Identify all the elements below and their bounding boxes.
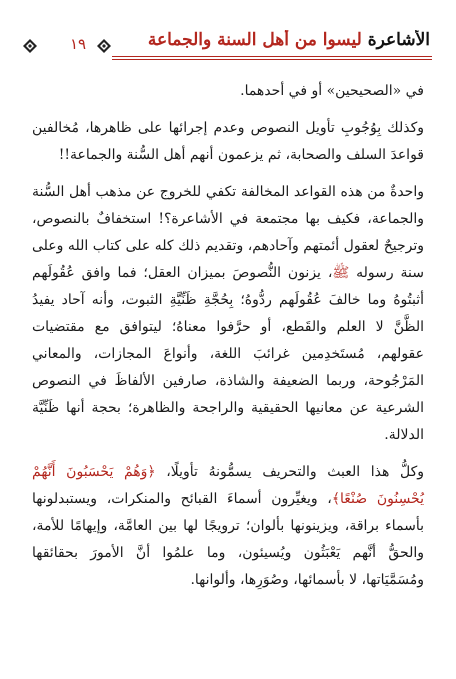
paragraph <box>32 78 424 105</box>
ornament-icon <box>22 38 38 54</box>
running-title-rest: ليسوا من أهل السنة والجماعة <box>147 30 362 50</box>
header-rule <box>112 56 432 57</box>
paragraph-text: وكلُّ هذا العبث والتحريف يسمُّونهُ تأويلًا، <box>155 464 424 480</box>
paragraph <box>32 459 424 594</box>
honorific-seal: ﷺ <box>332 265 350 281</box>
paragraph-text: ، يزنون النُّصوصَ بميزان العقل؛ فما وافق عُقُولَهم أثبتُوهُ وما خالفَ عُقُولَهم ردُّوهُ؛ بِحُجَّةِ ظَنِّيَّةِ الثبوت، وأنه آحاد يفيدُ الظَّنَّ لا العلم والقَطع، أو حرَّفوا معناهُ؛ ليتوافق مع مقتضيات عقولهم، مُستَخدِمين غرائبَ اللغة، وأنواعَ المجازات، والمعاني المَرْجُوحة، وربما الضعيفة والشاذة، صارفين الألفاظَ في النصوص الشرعية عن معانيها الحقيقية والراجحة والظاهرة؛ بحجة أنها ظَنِّيَّة الدلالة. <box>32 265 424 443</box>
paragraph-text: واحدةٌ من هذه القواعد المخالفة تكفي للخروج عن مذهب أهل السُّنة والجماعة، فكيف بها مجتمعة في الأشاعرة؟! استخفافٌ بالنصوص، وترجيحٌ لعقول أئمتهم وآحادهم، وتقديم ذلك كله على كتاب الله وعلى سنة رسوله <box>32 184 425 281</box>
page-header <box>20 26 436 66</box>
running-title-main: الأشاعرة <box>367 30 430 50</box>
page-body <box>32 78 424 594</box>
paragraph-text: وكذلك بِوُجُوبِ تأويل النصوص وعدم إجرائها على ظاهرها، مُخالفين قواعدَ السلف والصحابة، ثم يزعمون أنهم أهل السُّنة والجماعة!! <box>32 120 424 163</box>
page-number: ١٩ <box>70 35 87 53</box>
quran-verse: ﴿وَهُمْ يَحْسَبُونَ أَنَّهُمْ يُحْسِنُونَ صُنْعًا﴾ <box>32 464 424 507</box>
paragraph-text: ، ويغيِّرون أسماءَ القبائح والمنكرات، ويستبدلونها بأسماء براقة، ويزينونها بألوان؛ ترويجًا لها بين العامَّة، وإيهامًا للأمة، والحقُّ أنَّهم يَعْبَثُون ويُسيئون، وما علمُوا أنَّ الأمورَ بحقائقها ومُسَمَّيَاتها، لا بأسمائها، وصُوَرِها، وألوانها. <box>32 491 424 588</box>
paragraph <box>32 179 424 449</box>
header-rule <box>112 59 432 60</box>
running-title <box>110 30 430 50</box>
paragraph <box>32 115 424 169</box>
paragraph-text: في «الصحيحين» أو في أحدهما. <box>240 83 424 99</box>
